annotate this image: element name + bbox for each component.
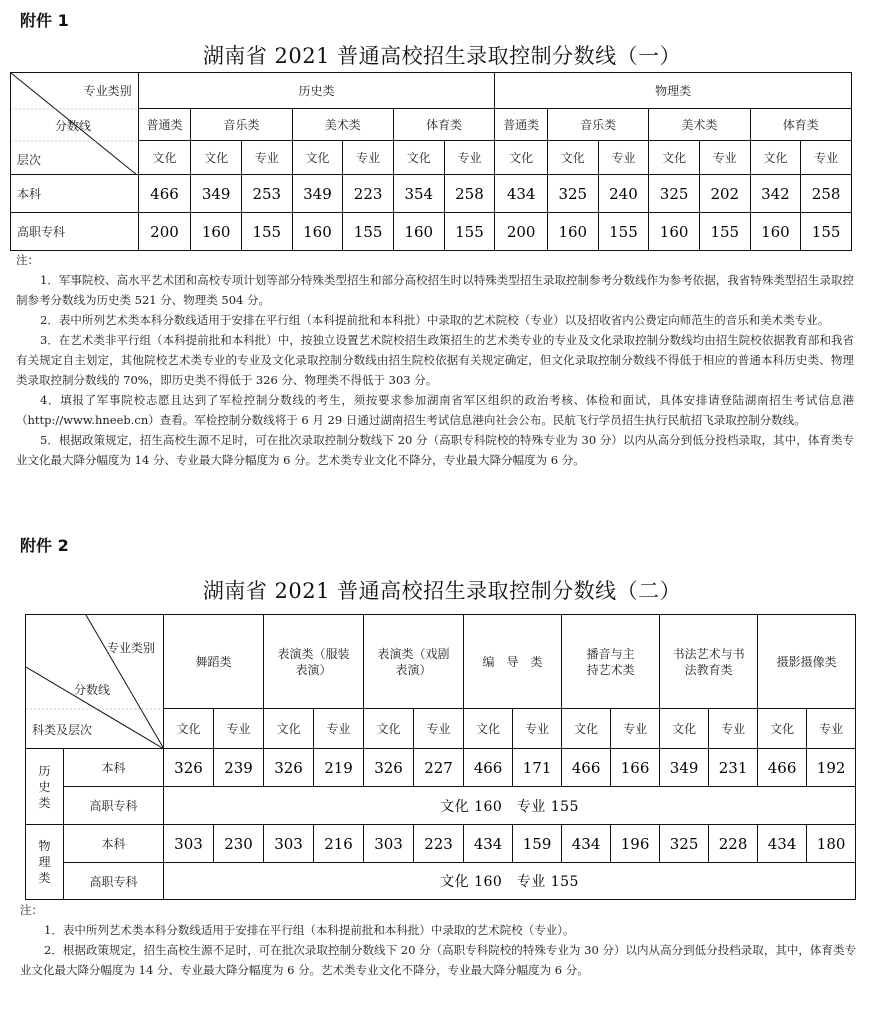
group-char: 类 <box>38 871 51 885</box>
sub-header: 专业 <box>241 141 292 175</box>
cat-line: 表演类（服装 <box>277 646 350 661</box>
cat-header: 音乐类 <box>547 109 648 141</box>
score-cell: 258 <box>801 175 852 213</box>
corner-score-label: 分数线 <box>74 683 111 697</box>
group-header-phys: 物理类 <box>495 73 852 109</box>
score-cell: 155 <box>801 213 852 251</box>
score-cell: 434 <box>495 175 548 213</box>
row-label: 高职专科 <box>11 213 139 251</box>
score-cell: 325 <box>649 175 700 213</box>
table-row <box>26 787 856 825</box>
score-cell: 180 <box>807 825 856 863</box>
score-cell: 325 <box>547 175 598 213</box>
score-cell: 239 <box>214 749 264 787</box>
group-char: 理 <box>38 855 51 869</box>
score-cell: 202 <box>699 175 750 213</box>
score-table-2 <box>25 614 856 900</box>
title-2: 湖南省 2021 普通高校招生录取控制分数线（二） <box>202 579 682 603</box>
score-cell: 223 <box>414 825 464 863</box>
score-cell: 326 <box>264 749 314 787</box>
score-cell: 159 <box>513 825 562 863</box>
score-cell: 166 <box>611 749 660 787</box>
notes-2-head: 注： <box>20 903 43 917</box>
score-cell: 160 <box>292 213 343 251</box>
note-item: 1．表中所列艺术类本科分数线适用于安排在平行组（本科提前批和本科批）中录取的艺术院校（专业）。 <box>44 923 575 937</box>
corner-score-label: 分数线 <box>55 119 92 133</box>
table-row <box>11 213 852 251</box>
group-char: 史 <box>38 779 51 794</box>
sub-header: 专业 <box>611 709 660 749</box>
score-cell: 466 <box>758 749 807 787</box>
score-cell: 227 <box>414 749 464 787</box>
cat-line: 持艺术类 <box>586 662 635 677</box>
table-row <box>11 175 852 213</box>
score-cell: 155 <box>444 213 495 251</box>
note-item: 2．根据政策规定，招生高校生源不足时，可在批次录取控制分数线下 20 分（高职专科院校的特殊专业为 30 分）以内从高分到低分投档录取，其中，体育类专业文化最大降分幅度为 14 分、专业最大降分幅度为 6 分。艺术类专业文化不降分，专业最大降分幅度为 6 分。 <box>20 943 856 977</box>
score-cell: 160 <box>191 213 242 251</box>
note-item: 4．填报了军事院校志愿且达到了军检控制分数线的考生，须按要求参加湖南省军区组织的政治考核、体检和面试，具体安排请登陆湖南招生考试信息港（http://www.hneeb.cn）查看。军检控制分数线将于 6 月 29 日通过湖南招生考试信息港向社会公布。民航飞行学员招生执行民航招飞录取控制分数线。 <box>16 393 854 427</box>
score-cell: 160 <box>547 213 598 251</box>
sub-header: 专业 <box>314 709 364 749</box>
row-label: 本科 <box>64 825 164 863</box>
score-cell: 303 <box>264 825 314 863</box>
title-1: 湖南省 2021 普通高校招生录取控制分数线（一） <box>202 44 682 68</box>
row-label: 高职专科 <box>64 787 164 825</box>
cat-header: 音乐类 <box>191 109 292 141</box>
score-cell: 466 <box>464 749 513 787</box>
attachment-2-label: 附件 2 <box>20 536 69 555</box>
score-cell: 326 <box>364 749 414 787</box>
sub-header: 文化 <box>750 141 801 175</box>
corner-level-label: 层次 <box>17 153 42 167</box>
notes-2 <box>20 900 856 980</box>
merged-score-cell: 文化 160 专业 155 <box>164 863 856 900</box>
table-2-corner <box>26 615 164 749</box>
table-row <box>26 863 856 900</box>
note-item: 2．表中所列艺术类本科分数线适用于安排在平行组（本科提前批和本科批）中录取的艺术院校（专业）以及招收省内公费定向师范生的音乐和美术类专业。 <box>40 313 830 327</box>
sub-header: 文化 <box>758 709 807 749</box>
score-cell: 155 <box>241 213 292 251</box>
group-char: 物 <box>38 839 51 853</box>
corner-major-label: 专业类别 <box>83 84 132 98</box>
sub-header: 文化 <box>562 709 611 749</box>
score-cell: 160 <box>649 213 700 251</box>
notes-1 <box>16 250 854 470</box>
cat-line: 摄影摄像类 <box>776 654 837 669</box>
score-table-1 <box>10 72 852 251</box>
table-1-corner <box>11 73 139 175</box>
sub-header: 文化 <box>138 141 191 175</box>
row-label: 本科 <box>64 749 164 787</box>
score-cell: 354 <box>393 175 444 213</box>
score-cell: 223 <box>343 175 394 213</box>
cat-line: 表演） <box>395 662 432 677</box>
note-item: 3．在艺术类非平行组（本科提前批和本科批）中，按独立设置艺术院校招生政策招生的艺术类专业的专业及文化录取控制分数线均由招生院校依据教育部和我省有关规定自主划定，其他院校艺术类专业的专业及文化录取控制分数线由招生院校依据有关规定确定，但文化录取控制分数线不得低于相应的普通本科历史类、物理类录取控制分数线的 70%，即历史类不得低于 326 分、物理类不得低于 303 分。 <box>16 333 854 387</box>
note-item: 5．根据政策规定，招生高校生源不足时，可在批次录取控制分数线下 20 分（高职专科院校的特殊专业为 30 分）以内从高分到低分投档录取，其中，体育类专业文化最大降分幅度为 14 分、专业最大降分幅度为 6 分。艺术类专业文化不降分，专业最大降分幅度为 6 分。 <box>16 433 854 467</box>
sub-header: 专业 <box>444 141 495 175</box>
score-cell: 230 <box>214 825 264 863</box>
sub-header: 专业 <box>214 709 264 749</box>
sub-header: 文化 <box>547 141 598 175</box>
score-cell: 434 <box>562 825 611 863</box>
score-cell: 231 <box>709 749 758 787</box>
sub-header: 文化 <box>264 709 314 749</box>
sub-header: 专业 <box>343 141 394 175</box>
score-cell: 466 <box>562 749 611 787</box>
score-cell: 342 <box>750 175 801 213</box>
score-cell: 349 <box>191 175 242 213</box>
sub-header: 文化 <box>660 709 709 749</box>
sub-header: 专业 <box>709 709 758 749</box>
cat-header <box>264 615 364 709</box>
cat-header <box>660 615 758 709</box>
cat-line: 表演） <box>295 662 332 677</box>
corner-level-label: 科类及层次 <box>32 723 93 737</box>
sub-header: 文化 <box>364 709 414 749</box>
sub-header: 文化 <box>464 709 513 749</box>
score-cell: 155 <box>699 213 750 251</box>
score-cell: 326 <box>164 749 214 787</box>
group-label-hist <box>26 749 64 825</box>
score-cell: 466 <box>138 175 191 213</box>
score-cell: 325 <box>660 825 709 863</box>
attachment-1-label: 附件 1 <box>20 11 69 30</box>
group-label-phys <box>26 825 64 900</box>
cat-header <box>364 615 464 709</box>
score-cell: 160 <box>750 213 801 251</box>
row-label: 本科 <box>11 175 139 213</box>
score-cell: 200 <box>138 213 191 251</box>
sub-header: 专业 <box>598 141 649 175</box>
corner-major-label: 专业类别 <box>106 641 155 655</box>
row-label: 高职专科 <box>64 863 164 900</box>
sub-header: 文化 <box>191 141 242 175</box>
score-cell: 434 <box>464 825 513 863</box>
score-cell: 434 <box>758 825 807 863</box>
cat-header <box>758 615 856 709</box>
score-cell: 200 <box>495 213 548 251</box>
cat-line: 播音与主 <box>586 646 635 661</box>
table-row <box>26 825 856 863</box>
score-cell: 349 <box>292 175 343 213</box>
sub-header: 文化 <box>649 141 700 175</box>
cat-header <box>164 615 264 709</box>
score-cell: 228 <box>709 825 758 863</box>
score-cell: 219 <box>314 749 364 787</box>
sub-header: 文化 <box>292 141 343 175</box>
cat-line: 舞蹈类 <box>195 654 232 669</box>
notes-1-head: 注： <box>16 253 39 267</box>
cat-line: 书法艺术与书 <box>672 646 745 661</box>
note-item: 1．军事院校、高水平艺术团和高校专项计划等部分特殊类型招生和部分高校招生时以特殊类型招生录取控制参考分数线作为参考依据，我省特殊类型招生录取控制参考分数线为历史类 521 分、物理类 504 分。 <box>16 273 854 307</box>
cat-line: 法教育类 <box>684 662 733 677</box>
cat-header: 美术类 <box>649 109 750 141</box>
sub-header: 专业 <box>807 709 856 749</box>
sub-header: 文化 <box>393 141 444 175</box>
cat-header: 体育类 <box>393 109 494 141</box>
table-row <box>26 749 856 787</box>
sub-header: 专业 <box>699 141 750 175</box>
sub-header: 专业 <box>513 709 562 749</box>
cat-header: 体育类 <box>750 109 851 141</box>
sub-header: 文化 <box>164 709 214 749</box>
score-cell: 240 <box>598 175 649 213</box>
score-cell: 171 <box>513 749 562 787</box>
sub-header: 专业 <box>801 141 852 175</box>
merged-score-cell: 文化 160 专业 155 <box>164 787 856 825</box>
score-cell: 303 <box>164 825 214 863</box>
score-cell: 258 <box>444 175 495 213</box>
score-cell: 253 <box>241 175 292 213</box>
score-cell: 155 <box>598 213 649 251</box>
score-cell: 303 <box>364 825 414 863</box>
sub-header: 文化 <box>495 141 548 175</box>
cat-header: 美术类 <box>292 109 393 141</box>
group-char: 历 <box>38 763 51 778</box>
cat-header <box>464 615 562 709</box>
cat-line: 表演类（戏剧 <box>377 646 450 661</box>
cat-line: 编 导 类 <box>482 654 543 669</box>
cat-header <box>562 615 660 709</box>
sub-header: 专业 <box>414 709 464 749</box>
score-cell: 216 <box>314 825 364 863</box>
score-cell: 349 <box>660 749 709 787</box>
score-cell: 196 <box>611 825 660 863</box>
cat-header: 普通类 <box>138 109 191 141</box>
group-header-hist: 历史类 <box>138 73 495 109</box>
group-char: 类 <box>38 795 51 810</box>
score-cell: 160 <box>393 213 444 251</box>
score-cell: 155 <box>343 213 394 251</box>
score-cell: 192 <box>807 749 856 787</box>
cat-header: 普通类 <box>495 109 548 141</box>
